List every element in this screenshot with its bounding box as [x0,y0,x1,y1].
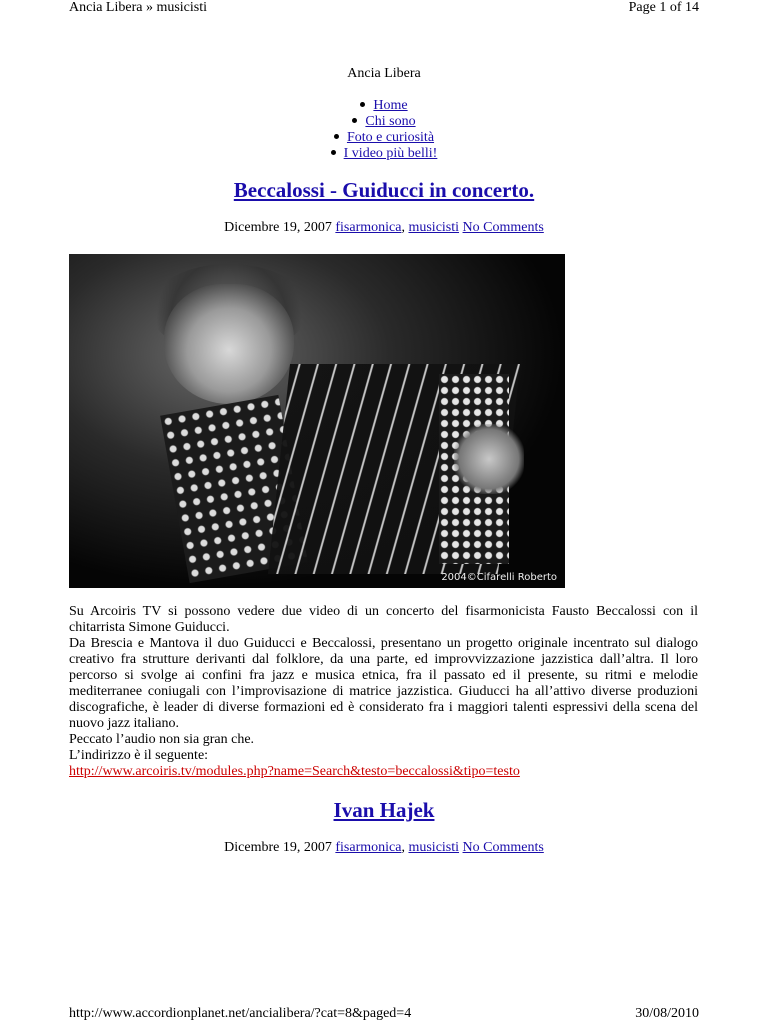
bullet-icon [360,102,365,107]
comments-link[interactable]: No Comments [462,840,544,855]
external-video-link[interactable]: http://www.arcoiris.tv/modules.php?name=Search&testo=beccalossi&tipo=testo [69,764,520,779]
nav-link-chi-sono[interactable]: Chi sono [365,114,416,129]
post-meta-2 [0,840,768,856]
category-link-fisarmonica[interactable]: fisarmonica [335,840,402,855]
nav-item-video [0,146,768,162]
photo-hand-shape [454,424,524,494]
paragraph: Su Arcoiris TV si possono vedere due video di un concerto del fisarmonicista Fausto Beccalossi con il chitarrista Simone Guiducci. [69,604,698,635]
print-breadcrumb: Ancia Libera » musicisti [69,0,208,15]
category-separator: , [401,840,405,855]
post-meta-1 [0,220,768,236]
paragraph: Da Brescia e Mantova il duo Guiducci e Beccalossi, presentano un progetto originale incentrato sul dialogo creativo fra strutture derivanti dal folklore, da una parte, ed improvvizzazione jazzistica dall’altra. Il loro percorso si svolge ai confini fra jazz e musica etnica, fra il passato ed il presente, su ritmi e melodie mediterranee coniugali con l’improvisazione di matrice jazzistica. Giuducci ha all’attivo diverse produzioni discografiche, è leader di diverse formazioni ed è considerato fra i maggiori talenti espressivi della scena del nuovo jazz italiano. [69,636,698,731]
post-date: Dicembre 19, 2007 [224,220,332,235]
post-title-link[interactable]: Ivan Hajek [333,798,435,822]
category-link-fisarmonica[interactable]: fisarmonica [335,220,402,235]
nav-link-foto[interactable]: Foto e curiosità [346,130,435,145]
post-title-2[interactable] [0,798,768,823]
print-date: 30/08/2010 [635,1006,699,1021]
comments-link[interactable]: No Comments [462,220,544,235]
nav-link-video[interactable]: I video più belli! [343,146,438,161]
bullet-icon [352,118,357,123]
post-title-1[interactable] [0,178,768,203]
photo-credit: 2004©Cifarelli Roberto [441,572,557,583]
post-body-1 [69,604,698,780]
concert-photo [69,254,565,588]
nav-item-chi-sono [0,114,768,130]
category-link-musicisti[interactable]: musicisti [408,220,460,235]
nav-item-foto [0,130,768,146]
paragraph: Peccato l’audio non sia gran che. [69,732,255,747]
print-url: http://www.accordionplanet.net/ancialibera/?cat=8&paged=4 [69,1006,412,1021]
print-header [69,0,699,20]
paragraph [69,764,698,780]
page-counter: Page 1 of 14 [628,0,699,15]
category-link-musicisti[interactable]: musicisti [408,840,460,855]
category-separator: , [401,220,405,235]
post-title-link[interactable]: Beccalossi - Guiducci in concerto. [233,178,535,202]
nav-item-home [0,98,768,114]
bullet-icon [334,134,339,139]
nav-link-home[interactable]: Home [373,98,408,113]
post-date: Dicembre 19, 2007 [224,840,332,855]
bullet-icon [331,150,336,155]
photo-face-shape [164,284,294,404]
paragraph: L’indirizzo è il seguente: [69,748,209,763]
main-nav [0,98,768,162]
site-title: Ancia Libera [347,66,421,81]
